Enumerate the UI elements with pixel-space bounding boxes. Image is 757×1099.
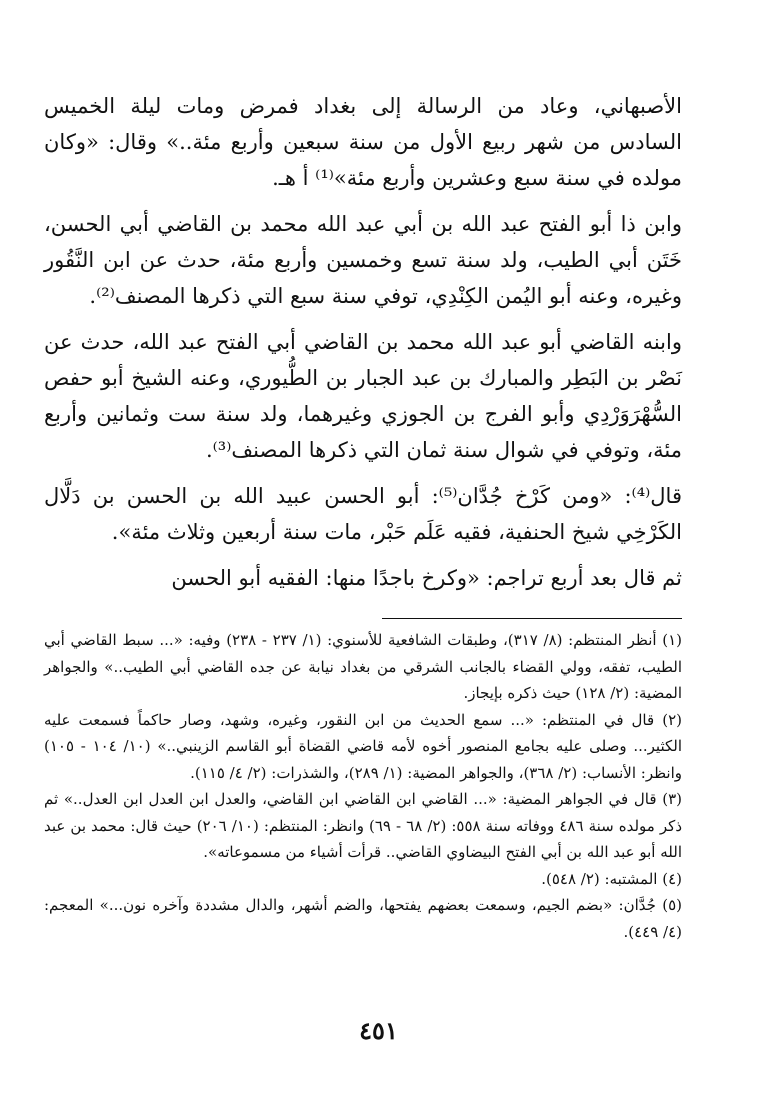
paragraph: وابن ذا أبو الفتح عبد الله بن أبي عبد الله محمد بن القاضي أبي الحسن، خَتَن أبي الطيب، ولد سنة تسع وخمسين وأربع مئة، حدث عن ابن النَّقُور وغيره، وعنه أبو اليُمن الكِنْدِي، توفي سنة سبع التي ذكرها المصنف⁽²⁾. — [44, 212, 682, 308]
footnotes — [44, 627, 682, 945]
paragraph: ثم قال بعد أربع تراجم: «وكرخ باجدًا منها: الفقيه أبو الحسن — [171, 566, 682, 590]
main-text — [44, 88, 682, 596]
paragraph: وابنه القاضي أبو عبد الله محمد بن القاضي أبي الفتح عبد الله، حدث عن نَصْر بن البَطِر والمبارك بن عبد الجبار بن الطُّيوري، وعنه الشيخ أبو حفص السُّهْرَوَرْدِي وأبو الفرج بن الجوزي وغيرهما، ولد سنة ست وثمانين وأربع مئة، وتوفي في شوال سنة ثمان التي ذكرها المصنف⁽³⁾. — [44, 330, 682, 462]
footnote: (٣) قال في الجواهر المضية: «... القاضي ابن القاضي ابن القاضي، والعدل ابن العدل ابن العدل..» ثم ذكر مولده سنة ٤٨٦ ووفاته سنة ٥٥٨: (٢/ ٦٨ - ٦٩) وانظر: المنتظم: (١٠/ ٢٠٦) حيث قال: محمد بن عبد الله أبو عبد الله بن أبي الفتح البيضاوي القاضي.. قرأت أشياء من مسموعاته». — [44, 790, 682, 861]
page-number: ٤٥١ — [359, 1016, 398, 1045]
footnote: (٤) المشتبه: (٢/ ٥٤٨). — [541, 869, 682, 888]
footnote: (٥) جُدَّان: «بضم الجيم، وسمعت بعضهم يفتحها، والضم أشهر، والدال مشددة وآخره نون...» المعجم: (٤/ ٤٤٩). — [44, 896, 682, 941]
footnote: (٢) قال في المنتظم: «... سمع الحديث من ابن النقور، وغيره، وشهد، وصار حاكماً فسمعت عليه الكثير... وصلى عليه بجامع المنصور أخوه لأمه قاضي القضاة أبو القاسم الزينبي..» (١٠/ ١٠٤ - ١٠٥) وانظر: الأنساب: (٢/ ٣٦٨)، والجواهر المضية: (١/ ٢٨٩)، والشذرات: (٢/ ٤/ ١١٥). — [44, 710, 682, 782]
paragraph: الأصبهاني، وعاد من الرسالة إلى بغداد فمرض ومات ليلة الخميس السادس من شهر ربيع الأول من سنة سبعين وأربع مئة..» وقال: «وكان مولده في سنة سبع وعشرين وأربع مئة»⁽¹⁾ أ هـ. — [44, 94, 682, 190]
paragraph: قال⁽⁴⁾: «ومن كَرْخ جُدَّان⁽⁵⁾: أبو الحسن عبيد الله بن الحسن بن دَلَّال الكَرْخِي شيخ الحنفية، فقيه عَلَم حَبْر، مات سنة أربعين وثلاث مئة». — [44, 484, 682, 544]
footnote-separator — [382, 618, 682, 619]
footnote: (١) أنظر المنتظم: (٨/ ٣١٧)، وطبقات الشافعية للأسنوي: (١/ ٢٣٧ - ٢٣٨) وفيه: «... سبط القاضي أبي الطيب، تفقه، وولي القضاء بالجانب الشرقي من بغداد نيابة عن جده القاضي أبي الطيب..» والجواهر المضية: (٢/ ١٢٨) حيث ذكره بإيجاز. — [44, 631, 682, 702]
book-page — [44, 88, 682, 945]
